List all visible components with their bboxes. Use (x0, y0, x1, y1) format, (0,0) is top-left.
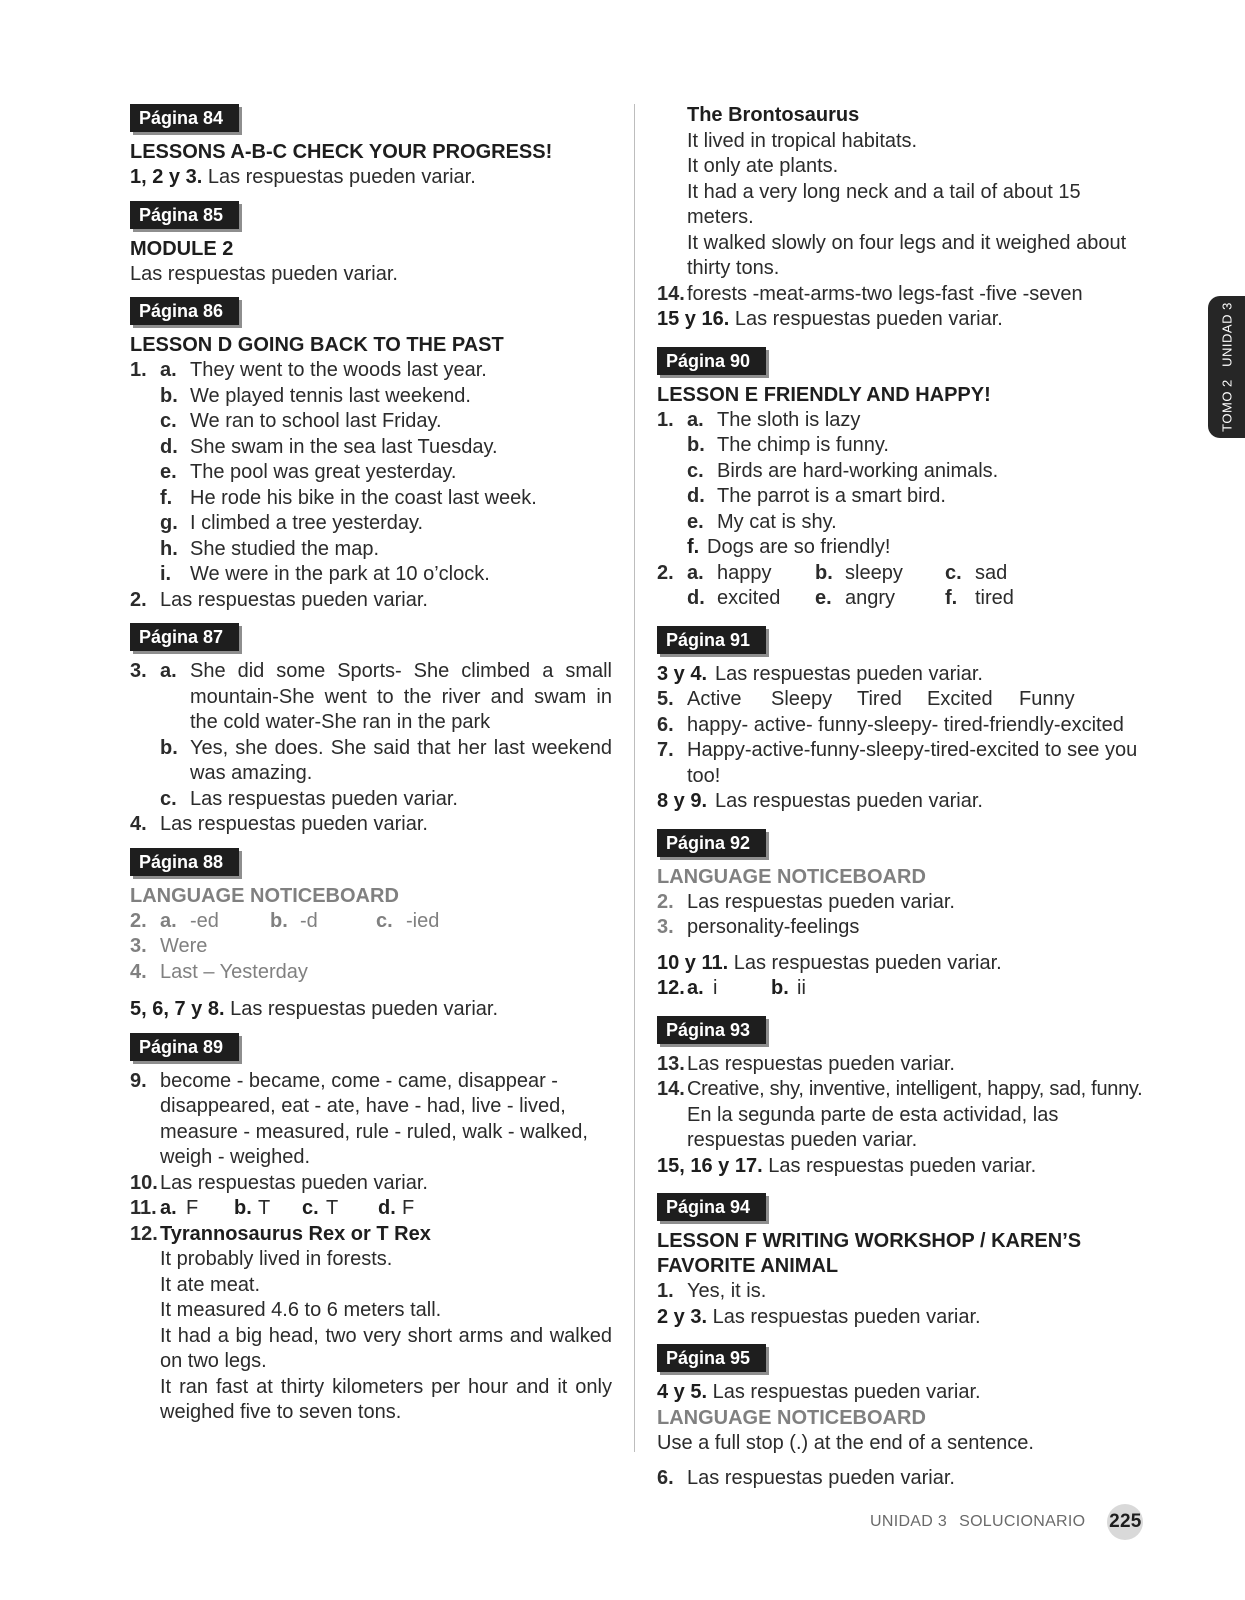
answer-number: 12. (657, 977, 685, 999)
answer-number: 3. (657, 916, 674, 938)
sub-letter: d. (160, 435, 178, 458)
sub-letter: a. (160, 909, 177, 932)
answer-number: 2. (130, 588, 147, 611)
tomo-label: TOMO 2 (1219, 379, 1234, 432)
list-item (657, 408, 1147, 434)
page-badge-86: Página 86 (130, 297, 239, 325)
answer-text: Were (160, 935, 208, 957)
answer-text: Las respuestas pueden variar. (762, 1154, 1037, 1177)
answer-number: 10. (130, 1171, 158, 1194)
answer-number: 5, 6, 7 y 8. (130, 998, 225, 1020)
list-item (130, 588, 612, 614)
sub-letter: e. (687, 510, 704, 533)
list-item (130, 409, 612, 435)
list-item (657, 1466, 1147, 1492)
answer-text: -ed (190, 909, 219, 932)
answer-title: Tyrannosaurus Rex or T Rex (160, 1222, 431, 1245)
language-noticeboard-heading: LANGUAGE NOTICEBOARD (657, 865, 926, 888)
answer-line (657, 1380, 1147, 1406)
answer-number: 14. (657, 1078, 685, 1100)
list-item (657, 561, 1147, 587)
answer-number: 2 y 3. (657, 1305, 708, 1328)
list-item (657, 738, 1147, 789)
answer-text: It walked slowly on four legs and it weighed about thirty tons. (687, 231, 1127, 279)
answer-text: Dogs are so friendly! (707, 536, 891, 558)
list-item (657, 484, 1147, 510)
list-item (657, 1052, 1147, 1078)
answer-title: The Brontosaurus (687, 104, 860, 126)
answer-text: He rode his bike in the coast last week. (190, 486, 537, 509)
list-item (130, 812, 612, 838)
answer-number: 1. (657, 408, 674, 431)
answer-text: Las respuestas pueden variar. (729, 308, 1003, 330)
list-item (130, 909, 612, 935)
sub-letter: c. (945, 561, 962, 584)
unidad-label: UNIDAD 3 (1219, 302, 1234, 367)
answer-text: Las respuestas pueden variar. (687, 1467, 955, 1489)
answer-text: We played tennis last weekend. (190, 384, 471, 407)
answer-text: Las respuestas pueden variar. (224, 998, 499, 1020)
answer-number: 1. (657, 1280, 674, 1302)
sub-letter: b. (771, 977, 789, 999)
list-item (130, 460, 612, 486)
footer-unit: UNIDAD 3 (870, 1513, 948, 1530)
sub-letter: b. (815, 561, 833, 584)
heading-lesson-d: LESSON D GOING BACK TO THE PAST (130, 334, 504, 356)
answer-number: 9. (130, 1069, 147, 1092)
list-item (130, 511, 612, 537)
list-item (130, 1196, 612, 1222)
heading-lesson-f: LESSON F WRITING WORKSHOP / KAREN’S FAVORITE ANIMAL (657, 1230, 1082, 1277)
sub-letter: b. (270, 909, 288, 932)
answer-text: My cat is shy. (717, 510, 837, 533)
side-tab-label (1219, 302, 1234, 432)
answer-text: It lived in tropical habitats. (687, 129, 918, 152)
answer-number: 14. (657, 282, 685, 305)
list-item (130, 1171, 612, 1197)
answer-text: The sloth is lazy (717, 408, 861, 431)
list-item (657, 433, 1147, 459)
page-number: 225 (1107, 1504, 1143, 1540)
answer-text: The pool was great yesterday. (190, 461, 457, 483)
sub-letter: a. (687, 561, 704, 584)
sub-letter: c. (302, 1197, 319, 1219)
page-badge-85: Página 85 (130, 201, 239, 229)
answer-text: Yes, she does. She said that her last weekend was amazing. (190, 736, 612, 784)
answer-text: angry (845, 587, 896, 609)
answer-number: 5. (657, 688, 674, 710)
sub-letter: b. (234, 1197, 252, 1219)
answer-text: Las respuestas pueden variar. (687, 890, 955, 913)
answer-text: It measured 4.6 to 6 meters tall. (160, 1299, 442, 1321)
answer-number: 3. (130, 935, 147, 957)
answer-text: They went to the woods last year. (190, 359, 487, 381)
answer-text: Las respuestas pueden variar. (728, 951, 1002, 974)
answer-text: Yes, it is. (687, 1280, 767, 1302)
answer-text: forests -meat-arms-two legs-fast -five -seven (687, 282, 1083, 305)
answer-text: Las respuestas pueden variar. (687, 1052, 955, 1075)
answer-text: -ied (406, 909, 440, 932)
list-item (130, 384, 612, 410)
list-item (130, 960, 612, 986)
sub-letter: a. (160, 660, 177, 682)
answer-text: ii (797, 977, 806, 999)
list-item (657, 789, 1147, 815)
answer-text: We were in the park at 10 o’clock. (190, 563, 490, 585)
answer-text: It probably lived in forests. (160, 1248, 393, 1270)
answer-line (657, 951, 1147, 977)
sub-letter: e. (160, 461, 177, 483)
answer-text: Happy-active-funny-sleepy-tired-excited to see you too! (687, 739, 1138, 787)
answer-text: personality-feelings (687, 916, 860, 938)
list-item (657, 459, 1147, 485)
sub-letter: i. (160, 563, 172, 585)
heading-lesson-e: LESSON E FRIENDLY AND HAPPY! (657, 383, 991, 406)
answer-text: Birds are hard-working animals. (717, 459, 999, 482)
list-item (657, 687, 1147, 713)
answer-text: F (186, 1197, 199, 1219)
list-item (130, 934, 612, 960)
answer-text: T (326, 1197, 339, 1219)
list-item (130, 1069, 612, 1171)
answer-text: -d (300, 909, 318, 932)
list-item (130, 736, 612, 787)
answer-text: I climbed a tree yesterday. (190, 512, 424, 534)
sub-letter: g. (160, 512, 178, 534)
list-item (130, 537, 612, 563)
answer-number: 4. (130, 960, 147, 983)
answer-text: Sleepy (771, 688, 833, 710)
sub-letter: e. (815, 587, 832, 609)
answer-text: sleepy (845, 561, 903, 584)
answer-number: 13. (657, 1052, 685, 1075)
list-item (657, 713, 1147, 739)
answer-number: 1. (130, 359, 147, 381)
answer-text: happy- active- funny-sleepy- tired-friendly-excited (687, 713, 1124, 736)
answer-text: T (258, 1197, 271, 1219)
list-item (130, 1222, 612, 1248)
list-item (657, 586, 1147, 612)
answer-text: It had a big head, two very short arms and walked on two legs. (160, 1324, 612, 1372)
answer-number: 6. (657, 713, 674, 736)
answer-line (130, 165, 612, 191)
column-divider (634, 104, 635, 1452)
sub-letter: c. (687, 459, 704, 482)
answer-text: Tired (857, 688, 902, 710)
answer-text: It had a very long neck and a tail of about 15 meters. (687, 180, 1081, 228)
answer-text: Creative, shy, inventive, intelligent, happy, sad, funny. (687, 1078, 1143, 1100)
list-item (130, 435, 612, 461)
list-item (657, 890, 1147, 916)
answer-number: 2. (657, 561, 674, 584)
heading-module-2: MODULE 2 (130, 237, 234, 260)
list-item (130, 358, 612, 384)
answer-text: She swam in the sea last Tuesday. (190, 435, 498, 458)
answer-line (657, 1154, 1147, 1180)
answer-text: Las respuestas pueden variar. (160, 588, 428, 611)
page-badge-90: Página 90 (657, 347, 766, 375)
answer-number: 7. (657, 739, 674, 761)
sub-letter: a. (687, 408, 704, 431)
sub-letter: h. (160, 537, 178, 560)
answer-text: excited (717, 587, 781, 609)
sub-letter: f. (687, 536, 700, 558)
list-item (657, 510, 1147, 536)
list-item (130, 562, 612, 588)
answer-text: It ate meat. (160, 1273, 261, 1296)
answer-text: It ran fast at thirty kilometers per hour and it only weighed five to seven tons. (160, 1375, 612, 1423)
unit-side-tab (1208, 296, 1245, 438)
answer-number: 15 y 16. (657, 308, 730, 330)
answer-text: F (402, 1197, 415, 1219)
page-badge-92: Página 92 (657, 829, 766, 857)
language-noticeboard-heading: LANGUAGE NOTICEBOARD (130, 884, 399, 907)
sub-letter: a. (160, 1197, 177, 1219)
answer-text: The parrot is a smart bird. (717, 485, 946, 507)
page-badge-89: Página 89 (130, 1033, 239, 1061)
sub-letter: b. (687, 434, 705, 456)
answer-number: 8 y 9. (657, 790, 708, 812)
answer-text: Active (687, 688, 742, 710)
list-item (657, 662, 1147, 688)
page-badge-91: Página 91 (657, 626, 766, 654)
answer-text: She studied the map. (190, 537, 380, 560)
answer-line (130, 997, 612, 1023)
answer-text: become - became, come - came, disappear - disappeared, eat - ate, have - had, live - lived, measure - measured, rule - ruled, walk - walked, weigh - weighed. (160, 1069, 588, 1168)
answer-number: 3. (130, 660, 147, 682)
page-badge-84: Página 84 (130, 104, 239, 132)
answer-number: 4. (130, 813, 147, 835)
left-column (130, 104, 612, 1426)
answer-number: 10 y 11. (657, 951, 729, 974)
answer-text: Las respuestas pueden variar. (202, 166, 476, 188)
sub-letter: d. (378, 1197, 396, 1219)
answer-text: tired (975, 587, 1014, 609)
answer-text: Last – Yesterday (160, 960, 308, 983)
list-item (657, 1279, 1147, 1305)
answer-text: Las respuestas pueden variar. (130, 262, 398, 285)
page-badge-94: Página 94 (657, 1193, 766, 1221)
list-item (657, 1077, 1147, 1103)
answer-number: 2. (130, 909, 147, 932)
sub-letter: b. (160, 736, 178, 759)
rule-text: Use a full stop (.) at the end of a sentence. (657, 1431, 1034, 1454)
answer-text: Excited (927, 688, 993, 710)
page-badge-87: Página 87 (130, 623, 239, 651)
list-item (657, 915, 1147, 941)
answer-number: 3 y 4. (657, 662, 708, 685)
answer-text: We ran to school last Friday. (190, 410, 442, 432)
answer-text: Las respuestas pueden variar. (715, 662, 983, 685)
footer-section: SOLUCIONARIO (959, 1513, 1086, 1530)
answer-text: She did some Sports- She climbed a small mountain-She went to the river and swam in the cold water-She ran in the park (190, 660, 612, 733)
sub-letter: a. (687, 977, 704, 999)
page-badge-95: Página 95 (657, 1344, 766, 1372)
answer-number: 11. (130, 1197, 157, 1219)
list-item (130, 787, 612, 813)
sub-letter: f. (160, 486, 173, 509)
answer-text: The chimp is funny. (717, 434, 889, 456)
page-badge-93: Página 93 (657, 1016, 766, 1044)
answer-text: Las respuestas pueden variar. (715, 790, 983, 812)
list-item (130, 486, 612, 512)
answer-line (657, 307, 1147, 333)
answer-text: i (713, 977, 718, 999)
answer-number: 4 y 5. (657, 1381, 708, 1403)
page-footer (870, 1502, 1143, 1542)
answer-number: 15, 16 y 17. (657, 1154, 763, 1177)
answer-text: sad (975, 561, 1008, 584)
answer-number: 2. (657, 890, 674, 913)
answer-text: It only ate plants. (687, 155, 839, 177)
answer-text: Las respuestas pueden variar. (160, 813, 428, 835)
language-noticeboard-heading: LANGUAGE NOTICEBOARD (657, 1406, 926, 1429)
answer-text: Funny (1019, 688, 1075, 710)
list-item (657, 282, 1147, 308)
sub-letter: d. (687, 485, 705, 507)
list-item (657, 535, 1147, 561)
answer-text: Las respuestas pueden variar. (190, 787, 458, 810)
sub-letter: a. (160, 359, 177, 381)
sub-letter: b. (160, 384, 178, 407)
list-item (657, 976, 1147, 1002)
sub-letter: c. (160, 410, 177, 432)
sub-letter: c. (160, 787, 177, 810)
answer-text: Las respuestas pueden variar. (707, 1305, 981, 1328)
answer-text: Las respuestas pueden variar. (707, 1381, 981, 1403)
heading-lessons-abc: LESSONS A-B-C CHECK YOUR PROGRESS! (130, 141, 553, 163)
answer-text: Las respuestas pueden variar. (160, 1171, 428, 1194)
right-column (657, 103, 1147, 1492)
sub-letter: f. (945, 587, 958, 609)
answer-line (657, 1305, 1147, 1331)
answer-number: 1, 2 y 3. (130, 166, 203, 188)
answer-text: En la segunda parte de esta actividad, las respuestas pueden variar. (687, 1103, 1059, 1151)
answer-text: happy (717, 561, 772, 584)
sub-letter: c. (376, 909, 393, 932)
list-item (130, 659, 612, 736)
answer-number: 6. (657, 1467, 674, 1489)
answer-number: 12. (130, 1222, 158, 1245)
page-badge-88: Página 88 (130, 848, 239, 876)
sub-letter: d. (687, 587, 705, 609)
